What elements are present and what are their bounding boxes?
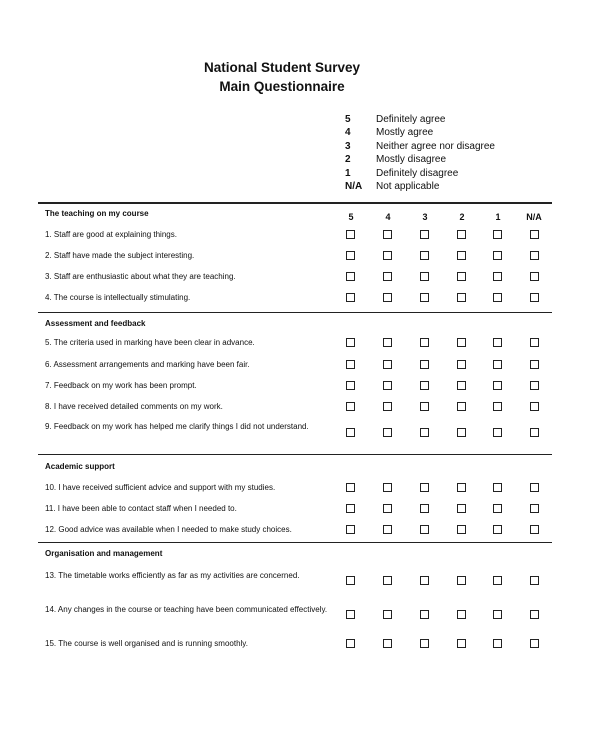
divider (38, 202, 552, 204)
answer-checkbox-na[interactable] (530, 251, 539, 260)
answer-checkbox-5[interactable] (346, 428, 355, 437)
answer-checkbox-1[interactable] (493, 428, 502, 437)
answer-checkbox-1[interactable] (493, 360, 502, 369)
answer-checkbox-4[interactable] (383, 504, 392, 513)
section-title: Organisation and management (45, 549, 163, 558)
question-text: 6. Assessment arrangements and marking have been fair. (45, 360, 250, 369)
answer-checkbox-na[interactable] (530, 402, 539, 411)
legend-code: 1 (345, 167, 351, 179)
question-text: 15. The course is well organised and is running smoothly. (45, 639, 248, 648)
column-header-na: N/A (526, 212, 542, 222)
answer-checkbox-2[interactable] (457, 576, 466, 585)
answer-checkbox-1[interactable] (493, 381, 502, 390)
answer-checkbox-2[interactable] (457, 230, 466, 239)
answer-checkbox-1[interactable] (493, 610, 502, 619)
question-text: 1. Staff are good at explaining things. (45, 230, 177, 239)
answer-checkbox-5[interactable] (346, 483, 355, 492)
answer-checkbox-2[interactable] (457, 525, 466, 534)
answer-checkbox-4[interactable] (383, 251, 392, 260)
section-title: The teaching on my course (45, 209, 149, 218)
answer-checkbox-4[interactable] (383, 639, 392, 648)
section-title: Academic support (45, 462, 115, 471)
column-header-5: 5 (348, 212, 354, 222)
answer-checkbox-5[interactable] (346, 293, 355, 302)
question-text: 14. Any changes in the course or teaching have been communicated effectively. (45, 605, 328, 614)
answer-checkbox-1[interactable] (493, 402, 502, 411)
divider (38, 454, 552, 455)
answer-checkbox-3[interactable] (420, 338, 429, 347)
answer-checkbox-2[interactable] (457, 402, 466, 411)
question-text: 10. I have received sufficient advice and support with my studies. (45, 483, 276, 492)
answer-checkbox-3[interactable] (420, 360, 429, 369)
legend-row (345, 126, 495, 139)
legend-code: 4 (345, 127, 351, 139)
answer-checkbox-1[interactable] (493, 230, 502, 239)
answer-checkbox-2[interactable] (457, 338, 466, 347)
answer-checkbox-na[interactable] (530, 610, 539, 619)
answer-checkbox-na[interactable] (530, 293, 539, 302)
answer-checkbox-2[interactable] (457, 381, 466, 390)
question-text: 8. I have received detailed comments on my work. (45, 402, 223, 411)
legend-label: Definitely agree (376, 114, 446, 125)
answer-checkbox-2[interactable] (457, 251, 466, 260)
answer-checkbox-1[interactable] (493, 504, 502, 513)
question-text: 13. The timetable works efficiently as far as my activities are concerned. (45, 571, 300, 580)
answer-checkbox-2[interactable] (457, 504, 466, 513)
legend-label: Neither agree nor disagree (376, 140, 495, 152)
column-header-2: 2 (459, 212, 465, 222)
answer-checkbox-5[interactable] (346, 360, 355, 369)
question-text: 5. The criteria used in marking have been clear in advance. (45, 338, 255, 347)
answer-checkbox-na[interactable] (530, 230, 539, 239)
question-text: 3. Staff are enthusiastic about what they are teaching. (45, 272, 236, 281)
answer-checkbox-4[interactable] (383, 610, 392, 619)
legend-row (345, 180, 495, 193)
answer-checkbox-3[interactable] (420, 251, 429, 260)
answer-checkbox-1[interactable] (493, 293, 502, 302)
answer-checkbox-3[interactable] (420, 381, 429, 390)
question-text: 7. Feedback on my work has been prompt. (45, 381, 197, 390)
survey-title: National Student Survey (203, 60, 361, 75)
answer-checkbox-2[interactable] (457, 360, 466, 369)
answer-checkbox-5[interactable] (346, 251, 355, 260)
answer-checkbox-4[interactable] (383, 230, 392, 239)
answer-checkbox-1[interactable] (493, 483, 502, 492)
answer-checkbox-5[interactable] (346, 610, 355, 619)
answer-checkbox-4[interactable] (383, 525, 392, 534)
answer-checkbox-2[interactable] (457, 483, 466, 492)
answer-checkbox-3[interactable] (420, 639, 429, 648)
answer-checkbox-2[interactable] (457, 610, 466, 619)
answer-checkbox-na[interactable] (530, 338, 539, 347)
column-header-3: 3 (422, 212, 428, 222)
answer-checkbox-5[interactable] (346, 576, 355, 585)
legend-code: 2 (345, 154, 351, 166)
answer-checkbox-3[interactable] (420, 483, 429, 492)
answer-checkbox-3[interactable] (420, 272, 429, 281)
answer-checkbox-na[interactable] (530, 272, 539, 281)
answer-checkbox-na[interactable] (530, 428, 539, 437)
answer-checkbox-1[interactable] (493, 525, 502, 534)
answer-checkbox-1[interactable] (493, 338, 502, 347)
answer-checkbox-na[interactable] (530, 381, 539, 390)
answer-checkbox-3[interactable] (420, 610, 429, 619)
answer-checkbox-na[interactable] (530, 504, 539, 513)
answer-checkbox-4[interactable] (383, 402, 392, 411)
answer-checkbox-na[interactable] (530, 525, 539, 534)
question-text: 9. Feedback on my work has helped me clarify things I did not understand. (45, 422, 309, 431)
answer-checkbox-4[interactable] (383, 576, 392, 585)
answer-checkbox-1[interactable] (493, 639, 502, 648)
answer-checkbox-1[interactable] (493, 251, 502, 260)
answer-checkbox-3[interactable] (420, 402, 429, 411)
rating-legend (345, 113, 495, 193)
answer-checkbox-5[interactable] (346, 504, 355, 513)
section-title: Assessment and feedback (45, 319, 146, 328)
legend-label: Definitely disagree (376, 167, 459, 179)
legend-label: Mostly agree (376, 127, 434, 139)
answer-checkbox-5[interactable] (346, 381, 355, 390)
question-text: 2. Staff have made the subject interesting. (45, 251, 195, 260)
answer-checkbox-na[interactable] (530, 483, 539, 492)
answer-checkbox-5[interactable] (346, 338, 355, 347)
legend-label: Not applicable (376, 180, 440, 192)
answer-checkbox-4[interactable] (383, 483, 392, 492)
answer-checkbox-5[interactable] (346, 525, 355, 534)
answer-checkbox-4[interactable] (383, 381, 392, 390)
column-header-1: 1 (495, 212, 501, 222)
question-text: 11. I have been able to contact staff when I needed to. (45, 504, 237, 513)
legend-row (345, 113, 495, 126)
answer-checkbox-5[interactable] (346, 402, 355, 411)
legend-row (345, 167, 495, 180)
answer-checkbox-4[interactable] (383, 272, 392, 281)
column-header-4: 4 (385, 212, 391, 222)
answer-checkbox-4[interactable] (383, 293, 392, 302)
answer-checkbox-5[interactable] (346, 272, 355, 281)
answer-checkbox-3[interactable] (420, 525, 429, 534)
answer-checkbox-4[interactable] (383, 428, 392, 437)
survey-subtitle: Main Questionnaire (219, 79, 345, 94)
legend-row (345, 153, 495, 166)
divider (38, 312, 552, 313)
question-text: 12. Good advice was available when I needed to make study choices. (45, 525, 292, 534)
answer-checkbox-2[interactable] (457, 428, 466, 437)
legend-code: 3 (345, 140, 351, 152)
answer-checkbox-5[interactable] (346, 639, 355, 648)
answer-checkbox-4[interactable] (383, 360, 392, 369)
answer-checkbox-3[interactable] (420, 504, 429, 513)
legend-row (345, 140, 495, 153)
answer-checkbox-3[interactable] (420, 428, 429, 437)
answer-checkbox-2[interactable] (457, 639, 466, 648)
answer-checkbox-4[interactable] (383, 338, 392, 347)
answer-checkbox-na[interactable] (530, 576, 539, 585)
answer-checkbox-2[interactable] (457, 293, 466, 302)
answer-checkbox-1[interactable] (493, 576, 502, 585)
answer-checkbox-3[interactable] (420, 230, 429, 239)
answer-checkbox-5[interactable] (346, 230, 355, 239)
legend-code: N/A (345, 180, 363, 192)
answer-checkbox-na[interactable] (530, 360, 539, 369)
answer-checkbox-na[interactable] (530, 639, 539, 648)
question-text: 4. The course is intellectually stimulating. (45, 293, 191, 302)
answer-checkbox-3[interactable] (420, 576, 429, 585)
answer-checkbox-2[interactable] (457, 272, 466, 281)
divider (38, 542, 552, 543)
answer-checkbox-3[interactable] (420, 293, 429, 302)
legend-code: 5 (345, 114, 351, 125)
legend-label: Mostly disagree (376, 154, 447, 166)
answer-checkbox-1[interactable] (493, 272, 502, 281)
